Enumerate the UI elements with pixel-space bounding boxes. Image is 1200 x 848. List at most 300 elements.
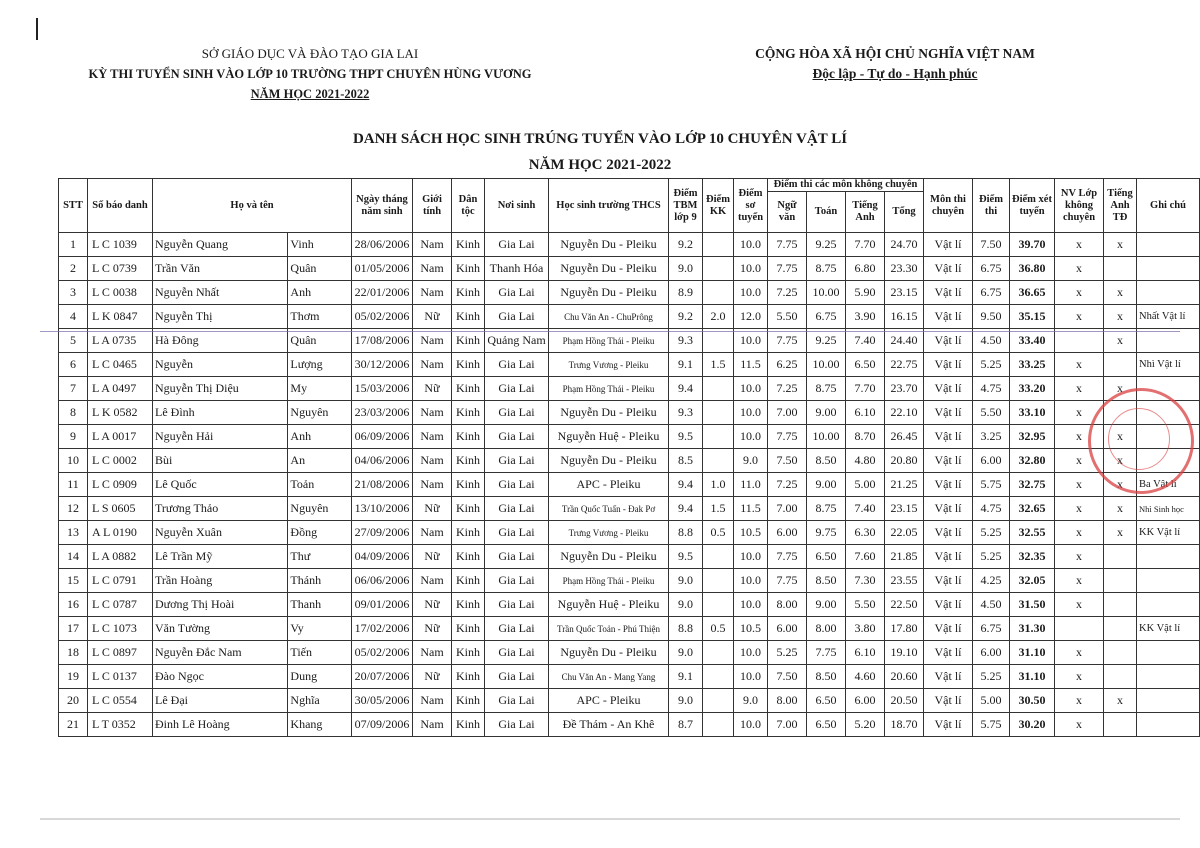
- cell-stt: 17: [59, 617, 88, 641]
- cell-ho: Nguyễn Đắc Nam: [153, 641, 288, 665]
- cell-tbm: 9.0: [669, 593, 703, 617]
- cell-gender: Nam: [413, 425, 452, 449]
- cell-tieng-anh-td: x: [1104, 233, 1137, 257]
- cell-mon-chuyen: Vật lí: [924, 593, 973, 617]
- cell-ten: Nguyên: [288, 401, 352, 425]
- table-row: [59, 641, 1200, 665]
- cell-nv: x: [1055, 233, 1104, 257]
- cell-sbd: L C 0897: [88, 641, 153, 665]
- cell-tbm: 9.1: [669, 353, 703, 377]
- cell-mon-chuyen: Vật lí: [924, 377, 973, 401]
- cell-so-tuyen: 10.0: [734, 233, 768, 257]
- cell-ho: Đào Ngọc: [153, 665, 288, 689]
- table-row: [59, 305, 1200, 329]
- cell-van: 7.00: [768, 401, 807, 425]
- cell-gender: Nam: [413, 257, 452, 281]
- cell-so-tuyen: 10.0: [734, 401, 768, 425]
- school-seal-inner: [1108, 408, 1170, 470]
- strike-through-line: [40, 331, 1180, 332]
- cell-kk: [703, 401, 734, 425]
- cell-birthplace: Gia Lai: [485, 281, 549, 305]
- cell-school: Trưng Vương - Pleiku: [549, 521, 669, 545]
- cell-van: 6.25: [768, 353, 807, 377]
- cell-tieng-anh-td: x: [1104, 329, 1137, 353]
- cell-ethnic: Kinh: [452, 281, 485, 305]
- cell-van: 6.00: [768, 617, 807, 641]
- cell-ethnic: Kinh: [452, 305, 485, 329]
- cell-stt: 18: [59, 641, 88, 665]
- cell-ethnic: Kinh: [452, 425, 485, 449]
- cell-van: 5.50: [768, 305, 807, 329]
- cell-sbd: L K 0847: [88, 305, 153, 329]
- cell-mon-chuyen: Vật lí: [924, 713, 973, 737]
- cell-ethnic: Kinh: [452, 545, 485, 569]
- cell-diem-thi: 6.75: [973, 257, 1010, 281]
- cell-nv: x: [1055, 425, 1104, 449]
- cell-ten: Thánh: [288, 569, 352, 593]
- cell-anh: 3.90: [846, 305, 885, 329]
- cell-xet-tuyen: 36.80: [1010, 257, 1055, 281]
- cell-xet-tuyen: 31.10: [1010, 641, 1055, 665]
- cell-stt: 14: [59, 545, 88, 569]
- cell-van: 7.75: [768, 233, 807, 257]
- cell-nv: x: [1055, 497, 1104, 521]
- cell-sbd: L C 0554: [88, 689, 153, 713]
- table-header-row: [59, 179, 1200, 192]
- cell-so-tuyen: 11.0: [734, 473, 768, 497]
- cell-mon-chuyen: Vật lí: [924, 689, 973, 713]
- cell-tieng-anh-td: x: [1104, 497, 1137, 521]
- cell-anh: 7.40: [846, 497, 885, 521]
- cell-sbd: L C 0909: [88, 473, 153, 497]
- cell-tbm: 9.2: [669, 305, 703, 329]
- cell-school: Phạm Hồng Thái - Pleiku: [549, 569, 669, 593]
- cell-toan: 9.75: [807, 521, 846, 545]
- school-year: NĂM HỌC 2021-2022: [250, 87, 370, 101]
- table-row: [59, 521, 1200, 545]
- cell-tbm: 9.4: [669, 473, 703, 497]
- cell-ethnic: Kinh: [452, 257, 485, 281]
- cell-tbm: 8.7: [669, 713, 703, 737]
- cell-tong: 23.30: [885, 257, 924, 281]
- cell-ho: Hà Đông: [153, 329, 288, 353]
- cell-ghi-chu: Nhì Vật lí: [1137, 353, 1200, 377]
- cell-dob: 06/06/2006: [352, 569, 413, 593]
- cell-anh: 4.60: [846, 665, 885, 689]
- cell-birthplace: Gia Lai: [485, 497, 549, 521]
- cell-ho: Trần Hoàng: [153, 569, 288, 593]
- cell-mon-chuyen: Vật lí: [924, 353, 973, 377]
- cell-kk: 1.0: [703, 473, 734, 497]
- cell-ten: Thư: [288, 545, 352, 569]
- cell-anh: 3.80: [846, 617, 885, 641]
- col-tong: Tổng: [885, 192, 924, 233]
- cell-tong: 24.40: [885, 329, 924, 353]
- cell-mon-chuyen: Vật lí: [924, 329, 973, 353]
- cell-anh: 7.70: [846, 377, 885, 401]
- cell-toan: 10.00: [807, 353, 846, 377]
- table-row: [59, 377, 1200, 401]
- cell-tieng-anh-td: [1104, 545, 1137, 569]
- cell-so-tuyen: 10.0: [734, 377, 768, 401]
- cell-ghi-chu: [1137, 569, 1200, 593]
- cell-ho: Lê Trần Mỹ: [153, 545, 288, 569]
- cell-sbd: L C 0002: [88, 449, 153, 473]
- cell-gender: Nam: [413, 569, 452, 593]
- cell-toan: 7.75: [807, 641, 846, 665]
- cell-diem-thi: 7.50: [973, 233, 1010, 257]
- cell-dob: 04/09/2006: [352, 545, 413, 569]
- col-toan: Toán: [807, 192, 846, 233]
- cell-dob: 20/07/2006: [352, 665, 413, 689]
- cell-nv: x: [1055, 377, 1104, 401]
- cell-nv: x: [1055, 521, 1104, 545]
- cell-diem-thi: 6.75: [973, 617, 1010, 641]
- cell-sbd: L C 1039: [88, 233, 153, 257]
- cell-tbm: 9.4: [669, 377, 703, 401]
- cell-ho: Nguyễn Quang: [153, 233, 288, 257]
- cell-so-tuyen: 9.0: [734, 449, 768, 473]
- cell-toan: 8.75: [807, 497, 846, 521]
- cell-xet-tuyen: 32.80: [1010, 449, 1055, 473]
- cell-tong: 16.15: [885, 305, 924, 329]
- cell-stt: 9: [59, 425, 88, 449]
- cell-school: Trần Quốc Tuấn - Đak Pơ: [549, 497, 669, 521]
- cell-ghi-chu: KK Vật lí: [1137, 521, 1200, 545]
- cell-ho: Lê Đại: [153, 689, 288, 713]
- cell-tbm: 9.0: [669, 569, 703, 593]
- cell-so-tuyen: 10.0: [734, 425, 768, 449]
- cell-anh: 4.80: [846, 449, 885, 473]
- cell-stt: 8: [59, 401, 88, 425]
- cell-diem-thi: 5.25: [973, 521, 1010, 545]
- cell-nv: x: [1055, 449, 1104, 473]
- cell-xet-tuyen: 30.20: [1010, 713, 1055, 737]
- cell-kk: [703, 593, 734, 617]
- cell-ten: Tiến: [288, 641, 352, 665]
- cell-sbd: L A 0017: [88, 425, 153, 449]
- cell-stt: 3: [59, 281, 88, 305]
- results-table: [58, 178, 1200, 737]
- cell-sbd: L A 0735: [88, 329, 153, 353]
- cell-mon-chuyen: Vật lí: [924, 473, 973, 497]
- cell-nv: x: [1055, 665, 1104, 689]
- col-school: Học sinh trường THCS: [549, 179, 669, 233]
- cell-dob: 01/05/2006: [352, 257, 413, 281]
- cell-van: 7.75: [768, 569, 807, 593]
- cell-kk: [703, 689, 734, 713]
- cell-xet-tuyen: 32.35: [1010, 545, 1055, 569]
- cell-tong: 18.70: [885, 713, 924, 737]
- table-row: [59, 593, 1200, 617]
- cell-kk: [703, 545, 734, 569]
- cell-anh: 7.30: [846, 569, 885, 593]
- col-group-non-specialized: Điểm thi các môn không chuyên: [768, 179, 924, 192]
- cell-gender: Nam: [413, 353, 452, 377]
- cell-mon-chuyen: Vật lí: [924, 569, 973, 593]
- cell-kk: [703, 713, 734, 737]
- cell-kk: 1.5: [703, 353, 734, 377]
- cell-ethnic: Kinh: [452, 641, 485, 665]
- cell-diem-thi: 4.75: [973, 377, 1010, 401]
- cell-tieng-anh-td: [1104, 593, 1137, 617]
- cell-ten: Nghĩa: [288, 689, 352, 713]
- document-title: DANH SÁCH HỌC SINH TRÚNG TUYỂN VÀO LỚP 10 CHUYÊN VẬT LÍ: [352, 131, 848, 147]
- cell-gender: Nữ: [413, 305, 452, 329]
- cell-so-tuyen: 10.5: [734, 617, 768, 641]
- cell-ethnic: Kinh: [452, 449, 485, 473]
- cell-so-tuyen: 10.0: [734, 281, 768, 305]
- table-row: [59, 425, 1200, 449]
- cell-school: Nguyễn Du - Pleiku: [549, 449, 669, 473]
- cell-mon-chuyen: Vật lí: [924, 545, 973, 569]
- cell-school: Chu Văn An - ChuPrông: [549, 305, 669, 329]
- cell-anh: 7.70: [846, 233, 885, 257]
- scan-mark: [36, 18, 43, 40]
- cell-ghi-chu: [1137, 257, 1200, 281]
- cell-gender: Nam: [413, 689, 452, 713]
- cell-ethnic: Kinh: [452, 593, 485, 617]
- cell-nv: x: [1055, 305, 1104, 329]
- cell-tbm: 9.3: [669, 401, 703, 425]
- cell-stt: 10: [59, 449, 88, 473]
- cell-tieng-anh-td: [1104, 257, 1137, 281]
- cell-gender: Nam: [413, 713, 452, 737]
- cell-kk: 2.0: [703, 305, 734, 329]
- cell-dob: 05/02/2006: [352, 641, 413, 665]
- cell-xet-tuyen: 31.10: [1010, 665, 1055, 689]
- cell-xet-tuyen: 31.50: [1010, 593, 1055, 617]
- cell-so-tuyen: 10.0: [734, 713, 768, 737]
- cell-anh: 7.40: [846, 329, 885, 353]
- cell-ho: Dương Thị Hoài: [153, 593, 288, 617]
- cell-tong: 22.05: [885, 521, 924, 545]
- cell-ghi-chu: [1137, 281, 1200, 305]
- cell-ten: Thanh: [288, 593, 352, 617]
- cell-birthplace: Gia Lai: [485, 425, 549, 449]
- cell-ten: Quân: [288, 329, 352, 353]
- cell-van: 5.25: [768, 641, 807, 665]
- cell-van: 8.00: [768, 593, 807, 617]
- cell-diem-thi: 9.50: [973, 305, 1010, 329]
- cell-mon-chuyen: Vật lí: [924, 497, 973, 521]
- cell-ethnic: Kinh: [452, 521, 485, 545]
- col-gender: Giới tính: [413, 179, 452, 233]
- cell-van: 7.25: [768, 377, 807, 401]
- cell-ten: Thơm: [288, 305, 352, 329]
- cell-nv: x: [1055, 473, 1104, 497]
- cell-tong: 21.85: [885, 545, 924, 569]
- cell-tong: 23.55: [885, 569, 924, 593]
- cell-ethnic: Kinh: [452, 377, 485, 401]
- col-tbm: Điểm TBM lớp 9: [669, 179, 703, 233]
- cell-school: Nguyễn Huệ - Pleiku: [549, 593, 669, 617]
- cell-sbd: L A 0882: [88, 545, 153, 569]
- cell-toan: 9.25: [807, 233, 846, 257]
- cell-tieng-anh-td: [1104, 641, 1137, 665]
- cell-kk: [703, 641, 734, 665]
- cell-ten: Khang: [288, 713, 352, 737]
- cell-tong: 26.45: [885, 425, 924, 449]
- cell-so-tuyen: 11.5: [734, 497, 768, 521]
- cell-diem-thi: 4.50: [973, 329, 1010, 353]
- col-van: Ngữ văn: [768, 192, 807, 233]
- cell-stt: 5: [59, 329, 88, 353]
- cell-tong: 23.15: [885, 281, 924, 305]
- cell-nv: x: [1055, 593, 1104, 617]
- cell-ghi-chu: Nhì Sinh học: [1137, 497, 1200, 521]
- cell-gender: Nữ: [413, 545, 452, 569]
- cell-ho: Nguyễn Thị: [153, 305, 288, 329]
- cell-so-tuyen: 10.0: [734, 257, 768, 281]
- cell-kk: [703, 425, 734, 449]
- cell-dob: 30/12/2006: [352, 353, 413, 377]
- cell-ho: Lê Quốc: [153, 473, 288, 497]
- cell-xet-tuyen: 33.25: [1010, 353, 1055, 377]
- cell-diem-thi: 6.00: [973, 641, 1010, 665]
- cell-toan: 9.00: [807, 473, 846, 497]
- col-name: Họ và tên: [153, 179, 352, 233]
- table-row: [59, 665, 1200, 689]
- cell-anh: 5.00: [846, 473, 885, 497]
- cell-diem-thi: 5.25: [973, 665, 1010, 689]
- cell-ghi-chu: [1137, 641, 1200, 665]
- cell-ho: Nguyễn Xuân: [153, 521, 288, 545]
- table-row: [59, 449, 1200, 473]
- cell-tong: 20.50: [885, 689, 924, 713]
- cell-sbd: L C 0791: [88, 569, 153, 593]
- cell-mon-chuyen: Vật lí: [924, 401, 973, 425]
- cell-anh: 6.30: [846, 521, 885, 545]
- cell-ghi-chu: Nhất Vật lí: [1137, 305, 1200, 329]
- cell-tieng-anh-td: x: [1104, 473, 1137, 497]
- cell-toan: 9.00: [807, 401, 846, 425]
- cell-tbm: 9.4: [669, 497, 703, 521]
- cell-ethnic: Kinh: [452, 617, 485, 641]
- cell-ghi-chu: [1137, 329, 1200, 353]
- cell-nv: x: [1055, 545, 1104, 569]
- cell-mon-chuyen: Vật lí: [924, 665, 973, 689]
- cell-xet-tuyen: 33.40: [1010, 329, 1055, 353]
- col-anh: Tiếng Anh: [846, 192, 885, 233]
- header-left: [40, 44, 580, 104]
- cell-toan: 10.00: [807, 281, 846, 305]
- cell-school: APC - Pleiku: [549, 473, 669, 497]
- cell-xet-tuyen: 32.65: [1010, 497, 1055, 521]
- cell-nv: x: [1055, 257, 1104, 281]
- cell-birthplace: Gia Lai: [485, 473, 549, 497]
- cell-so-tuyen: 10.0: [734, 569, 768, 593]
- cell-diem-thi: 4.25: [973, 569, 1010, 593]
- table-row: [59, 713, 1200, 737]
- cell-birthplace: Gia Lai: [485, 233, 549, 257]
- cell-nv: x: [1055, 713, 1104, 737]
- cell-tong: 23.15: [885, 497, 924, 521]
- cell-tieng-anh-td: [1104, 713, 1137, 737]
- cell-stt: 7: [59, 377, 88, 401]
- cell-stt: 21: [59, 713, 88, 737]
- col-dob: Ngày tháng năm sinh: [352, 179, 413, 233]
- cell-toan: 8.50: [807, 569, 846, 593]
- cell-stt: 20: [59, 689, 88, 713]
- cell-xet-tuyen: 32.75: [1010, 473, 1055, 497]
- cell-school: APC - Pleiku: [549, 689, 669, 713]
- cell-ethnic: Kinh: [452, 353, 485, 377]
- cell-diem-thi: 5.50: [973, 401, 1010, 425]
- cell-stt: 6: [59, 353, 88, 377]
- cell-dob: 05/02/2006: [352, 305, 413, 329]
- col-so-tuyen: Điểm sơ tuyển: [734, 179, 768, 233]
- cell-tbm: 8.8: [669, 617, 703, 641]
- cell-anh: 6.80: [846, 257, 885, 281]
- cell-tbm: 8.5: [669, 449, 703, 473]
- cell-school: Nguyễn Du - Pleiku: [549, 401, 669, 425]
- cell-mon-chuyen: Vật lí: [924, 257, 973, 281]
- cell-so-tuyen: 11.5: [734, 353, 768, 377]
- cell-toan: 8.75: [807, 377, 846, 401]
- cell-tong: 17.80: [885, 617, 924, 641]
- cell-anh: 6.10: [846, 401, 885, 425]
- cell-birthplace: Gia Lai: [485, 593, 549, 617]
- cell-nv: x: [1055, 281, 1104, 305]
- cell-school: Phạm Hồng Thái - Pleiku: [549, 377, 669, 401]
- cell-kk: [703, 233, 734, 257]
- cell-kk: [703, 281, 734, 305]
- cell-dob: 07/09/2006: [352, 713, 413, 737]
- cell-tieng-anh-td: [1104, 617, 1137, 641]
- cell-diem-thi: 5.75: [973, 473, 1010, 497]
- cell-van: 7.00: [768, 497, 807, 521]
- cell-nv: [1055, 617, 1104, 641]
- cell-diem-thi: 3.25: [973, 425, 1010, 449]
- cell-xet-tuyen: 32.55: [1010, 521, 1055, 545]
- cell-ghi-chu: [1137, 545, 1200, 569]
- cell-van: 7.75: [768, 425, 807, 449]
- cell-xet-tuyen: 32.05: [1010, 569, 1055, 593]
- cell-school: Nguyễn Du - Pleiku: [549, 257, 669, 281]
- cell-tbm: 9.5: [669, 545, 703, 569]
- cell-stt: 16: [59, 593, 88, 617]
- cell-ethnic: Kinh: [452, 401, 485, 425]
- table-row: [59, 569, 1200, 593]
- cell-birthplace: Gia Lai: [485, 617, 549, 641]
- cell-kk: 0.5: [703, 521, 734, 545]
- cell-school: Chu Văn An - Mang Yang: [549, 665, 669, 689]
- cell-tong: 22.75: [885, 353, 924, 377]
- cell-van: 7.00: [768, 713, 807, 737]
- cell-ethnic: Kinh: [452, 569, 485, 593]
- national-title: CỘNG HÒA XÃ HỘI CHỦ NGHĨA VIỆT NAM: [755, 46, 1035, 61]
- cell-ethnic: Kinh: [452, 665, 485, 689]
- cell-so-tuyen: 10.0: [734, 329, 768, 353]
- cell-so-tuyen: 10.0: [734, 665, 768, 689]
- cell-kk: [703, 257, 734, 281]
- cell-kk: 0.5: [703, 617, 734, 641]
- cell-xet-tuyen: 30.50: [1010, 689, 1055, 713]
- cell-diem-thi: 5.25: [973, 353, 1010, 377]
- cell-ho: Trần Văn: [153, 257, 288, 281]
- cell-birthplace: Gia Lai: [485, 353, 549, 377]
- cell-school: Trưng Vương - Pleiku: [549, 353, 669, 377]
- cell-gender: Nam: [413, 473, 452, 497]
- cell-birthplace: Gia Lai: [485, 665, 549, 689]
- cell-gender: Nữ: [413, 617, 452, 641]
- cell-mon-chuyen: Vật lí: [924, 305, 973, 329]
- cell-toan: 6.50: [807, 545, 846, 569]
- cell-mon-chuyen: Vật lí: [924, 233, 973, 257]
- cell-ten: Anh: [288, 281, 352, 305]
- cell-ho: Đinh Lê Hoàng: [153, 713, 288, 737]
